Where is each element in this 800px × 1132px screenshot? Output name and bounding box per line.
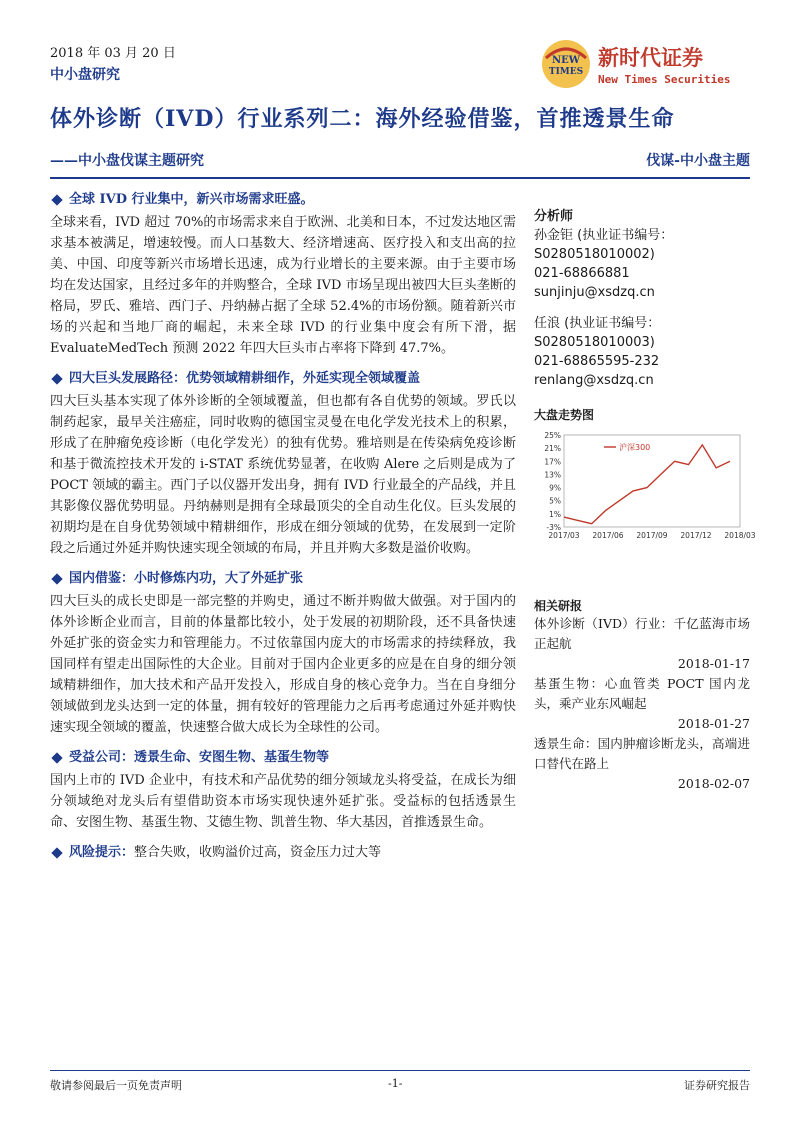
section-heading-text: 国内借鉴：小时修炼内功，大了外延扩张 [69, 571, 304, 586]
series-line-hs300 [564, 445, 730, 524]
chart-title: 大盘走势图 [534, 408, 595, 422]
y-tick-label: 5% [549, 496, 561, 506]
footer-rule [50, 1070, 750, 1071]
related-report-date: 2018-02-07 [677, 776, 750, 791]
x-tick-label: 2017/06 [592, 531, 624, 540]
diamond-bullet-icon [51, 573, 62, 584]
diamond-bullet-icon [51, 847, 62, 858]
footer-report-type: 证券研究报告 [684, 1079, 750, 1092]
related-report-title[interactable]: 体外诊断（IVD）行业：千亿蓝海市场正起航 [534, 616, 750, 651]
analyst-phone: 021-68865595-232 [534, 354, 660, 369]
logo-mark-top: NEW [552, 55, 580, 66]
y-tick-label: 13% [544, 470, 561, 480]
footer-disclaimer: 敬请参阅最后一页免责声明 [50, 1079, 182, 1092]
diamond-bullet-icon [51, 194, 62, 205]
section-heading [50, 569, 516, 589]
analyst-cert: S0280518010002) [534, 247, 655, 262]
y-tick-label: 21% [544, 444, 561, 454]
section-body: 国内上市的 IVD 企业中，有技术和产品优势的细分领域龙头将受益，在成长为细分领域绝对龙头后有望借助资本市场实现快速外延扩张。受益标的包括透景生命、安图生物、基蛋生物、艾德生物、凯普生物、华大基因，首推透景生命。 [50, 773, 516, 830]
brand-logo [540, 36, 760, 94]
report-title: 体外诊断（IVD）行业系列二：海外经验借鉴，首推透景生命 [50, 106, 675, 132]
analyst-phone: 021-68866881 [534, 266, 630, 281]
analyst-name: 孙金钜 (执业证书编号： [534, 228, 674, 243]
y-tick-label: 9% [549, 483, 561, 493]
report-category: 中小盘研究 [50, 67, 120, 83]
plot-frame [564, 435, 740, 527]
y-tick-label: 25% [544, 431, 561, 440]
analyst-cert: S0280518010003) [534, 335, 655, 350]
analyst-name: 任浪 (执业证书编号： [534, 316, 661, 331]
section-heading-text: 全球 IVD 行业集中，新兴市场需求旺盛。 [69, 192, 314, 207]
risk-body: 整合失败，收购溢价过高，资金压力过大等 [134, 845, 382, 860]
section-heading-text: 风险提示： [69, 845, 135, 860]
section-heading [50, 369, 516, 389]
section-heading-text: 四大巨头发展路径：优势领域精耕细作，外延实现全领域覆盖 [69, 371, 421, 386]
analyst-label: 分析师 [534, 209, 574, 224]
legend-label: 沪深300 [619, 443, 651, 452]
section-heading-text: 受益公司：透景生命、安图生物、基蛋生物等 [69, 750, 330, 765]
y-tick-label: 1% [549, 509, 561, 519]
logo-en-name: New Times Securities [598, 73, 731, 86]
x-tick-label: 2017/09 [636, 531, 668, 540]
analyst-email[interactable]: sunjinju@xsdzq.cn [534, 285, 655, 300]
y-tick-label: 17% [544, 457, 561, 467]
related-report-date: 2018-01-27 [677, 716, 750, 731]
report-date: 2018 年 03 月 20 日 [50, 46, 176, 61]
theme-tag: 伐谋-中小盘主题 [646, 153, 750, 169]
market-trend-chart [534, 423, 756, 553]
x-tick-label: 2018/03 [724, 531, 756, 540]
diamond-bullet-icon [51, 373, 62, 384]
section-body: 四大巨头基本实现了体外诊断的全领域覆盖，但也都有各自优势的领域。罗氏以制药起家，最早关注癌症，同时收购的德国宝灵曼在电化学发光技术上的积累，形成了在肿瘤免疫诊断（电化学发光）的独有优势。雅培则是在传染病免疫诊断和基于微流控技术开发的 i-STAT 系统优势显著，在收购 Alere 之后则是成为了 POCT 领域的霸主。西门子以仪器开发出身，拥有 IVD 行业最全的产品线，并且其影像仪器优势明显。丹纳赫则是拥有全球最顶尖的全自动生化仪。巨头发展的初期均是在自身优势领域中精耕细作，形成在细分领域的优势，在发展到一定阶段之后通过外延并购快速实现全领域的布局，并且并购大多数是溢价收购。 [50, 394, 516, 556]
summary-column [50, 190, 516, 865]
header-rule [50, 177, 750, 179]
risk-heading [50, 843, 516, 863]
sidebar-column [534, 205, 756, 794]
analyst-email[interactable]: renlang@xsdzq.cn [534, 373, 654, 388]
logo-cn-name: 新时代证券 [598, 46, 703, 70]
y-tick-label: -3% [546, 523, 561, 532]
x-tick-label: 2017/03 [548, 531, 580, 540]
related-report-title[interactable]: 透景生命：国内肿瘤诊断龙头，高端进口替代在路上 [534, 736, 750, 771]
section-body: 全球来看，IVD 超过 70%的市场需求来自于欧洲、北美和日本，不过发达地区需求基本被满足，增速较慢。而人口基数大、经济增速高、医疗投入和支出高的拉美、中国、印度等新兴市场增长迅速，成为行业增长的主要来源。由于主要市场均在发达国家，且经过多年的并购整合，全球 IVD 市场呈现出被四大巨头垄断的格局，罗氏、雅培、西门子、丹纳赫占据了全球 52.4%的市场份额。随着新兴市场的兴起和当地厂商的崛起，未来全球 IVD 的行业集中度会有所下滑，据 EvaluateMedTech 预测 2022 年四大巨头市占率将下降到 47.7%。 [50, 215, 516, 356]
related-label: 相关研报 [534, 599, 583, 613]
section-heading [50, 748, 516, 768]
logo-mark-bottom: TIMES [548, 67, 584, 77]
report-subtitle: ——中小盘伐谋主题研究 [50, 153, 204, 169]
diamond-bullet-icon [51, 752, 62, 763]
page-number: -1- [388, 1077, 403, 1090]
section-body: 四大巨头的成长史即是一部完整的并购史，通过不断并购做大做强。对于国内的体外诊断企业而言，目前的体量都比较小，处于发展的初期阶段，还不具备快速外延扩张的资金实力和管理能力。不过依靠国内庞大的市场需求的持续释放，我国同样有望走出国际性的大企业。目前对于国内企业更多的应是在自身的细分领域精耕细作，加大技术和产品开发投入，形成自身的核心竞争力。当在自身细分领域做到龙头达到一定的体量，拥有较好的管理能力之后再考虑通过外延并购快速实现全领域的覆盖，快速整合做大成长为全球性的公司。 [50, 594, 516, 735]
related-report-date: 2018-01-17 [677, 656, 750, 671]
x-tick-label: 2017/12 [680, 531, 712, 540]
related-report-title[interactable]: 基蛋生物：心血管类 POCT 国内龙头，乘产业东风崛起 [534, 676, 750, 711]
section-heading [50, 190, 516, 210]
